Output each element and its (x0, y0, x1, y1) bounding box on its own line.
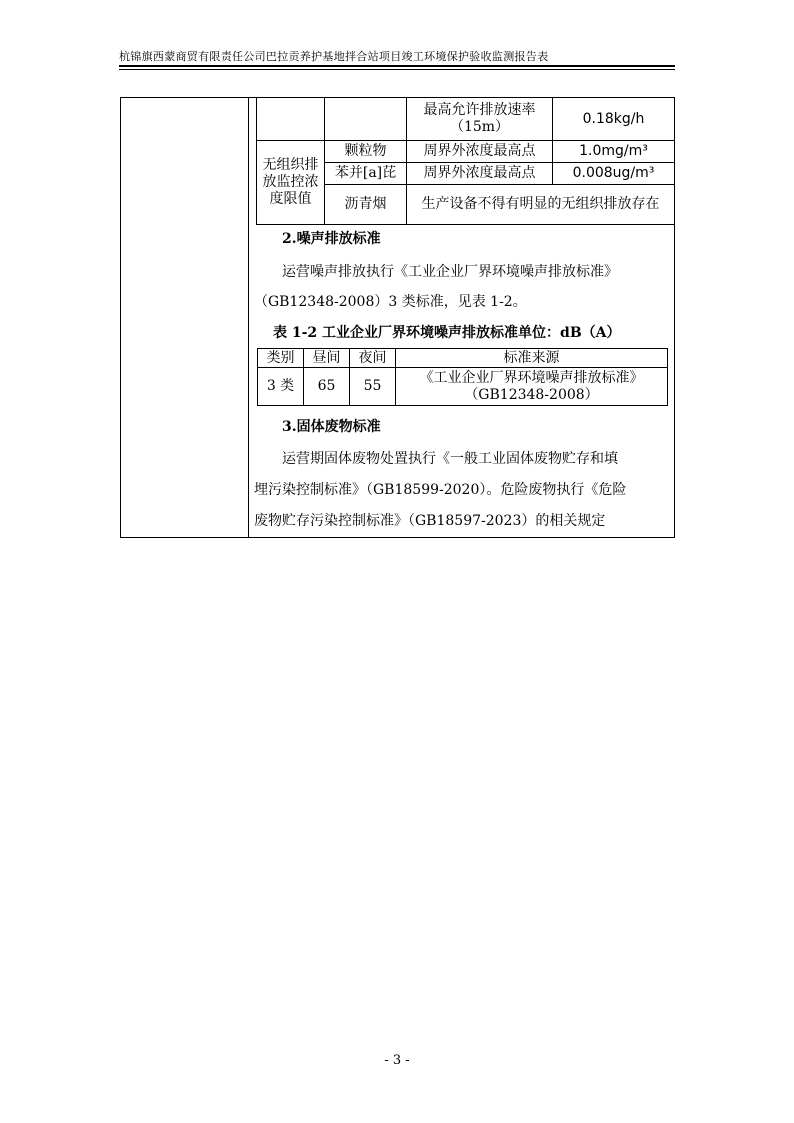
table-cell: 周界外浓度最高点 (407, 141, 553, 163)
table-cell-category: 无组织排放监控浓度限值 (257, 141, 325, 225)
table-cell: 55 (350, 368, 396, 406)
table-row (258, 368, 668, 406)
header-rule-thin (119, 69, 675, 70)
table-cell: 1.0mg/m³ (553, 141, 675, 163)
table-cell: 0.008ug/m³ (553, 163, 675, 185)
table-cell: 3 类 (258, 368, 304, 406)
standards-frame (120, 97, 675, 538)
solid-waste-heading: 3.固体废物标准 (282, 419, 381, 435)
table-cell: 《工业企业厂界环境噪声排放标准》（GB12348-2008） (396, 368, 668, 406)
table-cell: 0.18kg/h (553, 98, 675, 141)
header-rule-thick (119, 65, 675, 67)
noise-table-title: 表 1-2 工业企业厂界环境噪声排放标准单位：dB（A） (273, 325, 621, 341)
table-cell: 65 (304, 368, 350, 406)
column-header: 夜间 (350, 349, 396, 368)
table-cell (257, 98, 325, 141)
column-header: 昼间 (304, 349, 350, 368)
table-cell: 生产设备不得有明显的无组织排放存在 (407, 185, 675, 225)
emission-limits-table (256, 97, 675, 225)
table-cell (325, 98, 407, 141)
table-cell: 最高允许排放速率（15m） (407, 98, 553, 141)
solid-waste-paragraph-line: 运营期固体废物处置执行《一般工业固体废物贮存和填 (282, 451, 618, 467)
column-header: 标准来源 (396, 349, 668, 368)
noise-standard-table (257, 348, 668, 406)
table-row (257, 98, 675, 141)
table-row (257, 141, 675, 163)
table-cell: 苯并[a]芘 (325, 163, 407, 185)
page-number: - 3 - (384, 1053, 410, 1068)
table-cell: 颗粒物 (325, 141, 407, 163)
page-header-title: 杭锦旗西蒙商贸有限责任公司巴拉贡养护基地拌合站项目竣工环境保护验收监测报告表 (119, 50, 549, 63)
left-label-column (121, 98, 249, 537)
column-header: 类别 (258, 349, 304, 368)
table-cell: 沥青烟 (325, 185, 407, 225)
noise-paragraph-line: （GB12348-2008）3 类标准，见表 1-2。 (254, 294, 527, 310)
table-header-row (258, 349, 668, 368)
noise-standard-heading: 2.噪声排放标准 (282, 231, 381, 247)
solid-waste-paragraph-line: 废物贮存污染控制标准》（GB18597-2023）的相关规定 (254, 513, 606, 529)
table-cell: 周界外浓度最高点 (407, 163, 553, 185)
solid-waste-paragraph-line: 埋污染控制标准》（GB18599-2020）。危险废物执行《危险 (254, 482, 627, 498)
standards-content (249, 98, 674, 537)
noise-paragraph-line: 运营噪声排放执行《工业企业厂界环境噪声排放标准》 (282, 264, 618, 280)
